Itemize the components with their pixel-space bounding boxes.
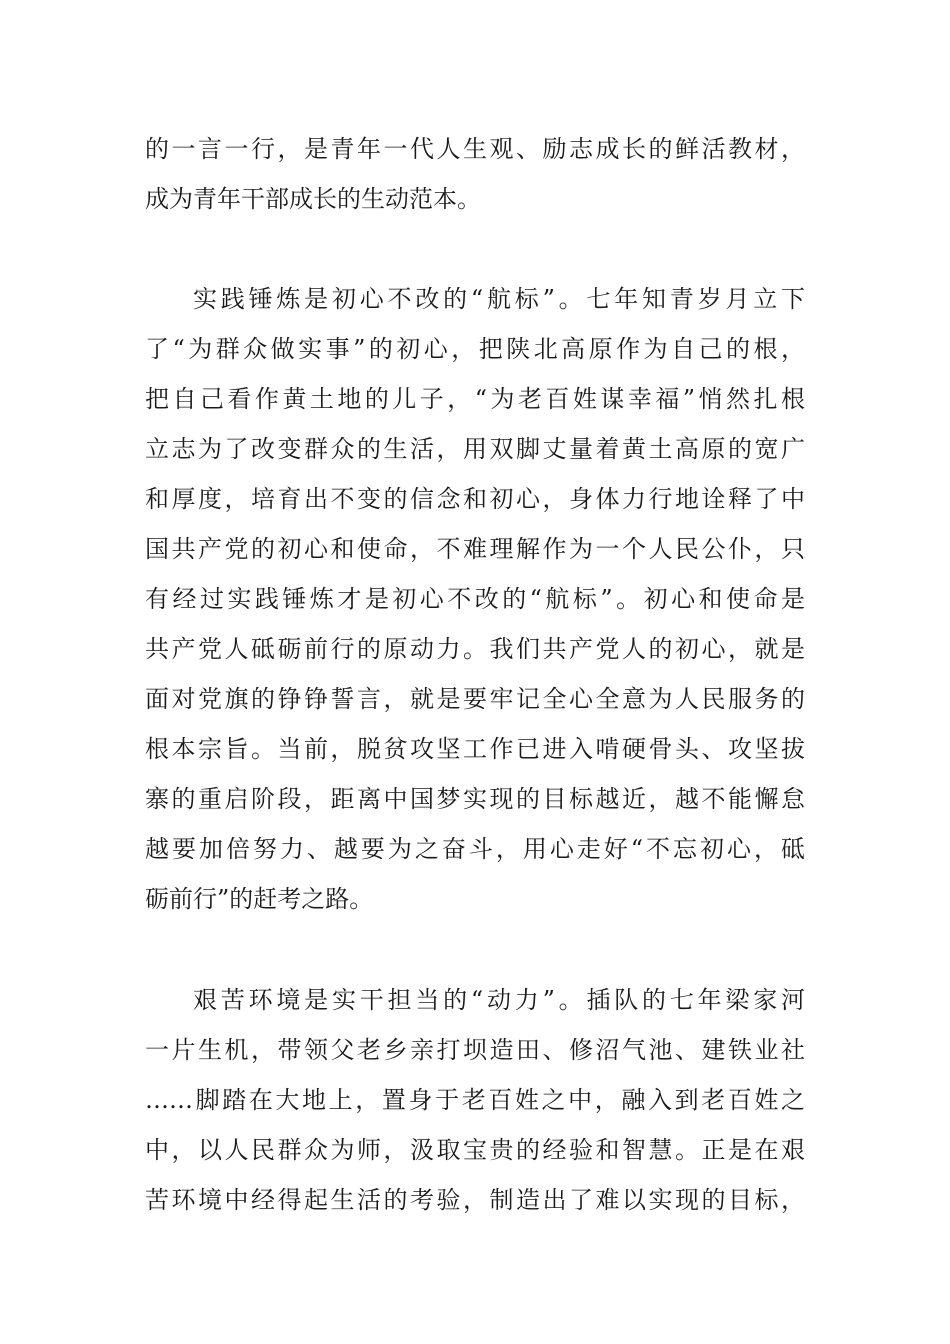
text-line: 的一言一行，是青年一代人生观、励志成长的鲜活教材， [145,135,805,163]
paragraph-continuation [145,124,805,224]
text-line: 成为青年干部成长的生动范本。 [145,185,481,213]
text-line: 立志为了改变群众的生活，用双脚丈量着黄土高原的宽广 [145,435,805,463]
text-line: 国共产党的初心和使命，不难理解作为一个人民公仆，只 [145,535,805,563]
text-line: 实践锤炼是初心不改的“航标”。七年知青岁月立下 [193,285,805,313]
text-line: 根本宗旨。当前，脱贫攻坚工作已进入啃硬骨头、攻坚拔 [145,735,805,763]
text-line: 艰苦环境是实干担当的“动力”。插队的七年梁家河 [193,986,805,1014]
text-line: 寨的重启阶段，距离中国梦实现的目标越近，越不能懈怠 [145,785,805,813]
text-line: ……脚踏在大地上，置身于老百姓之中，融入到老百姓之 [145,1086,805,1114]
text-line: 共产党人砥砺前行的原动力。我们共产党人的初心，就是 [145,635,805,663]
paragraph-hardship [145,975,805,1225]
text-line: 有经过实践锤炼才是初心不改的“航标”。初心和使命是 [145,585,805,613]
text-line: 苦环境中经得起生活的考验，制造出了难以实现的目标， [145,1186,805,1214]
text-line: 面对党旗的铮铮誓言，就是要牢记全心全意为人民服务的 [145,685,805,713]
text-line: 砺前行”的赶考之路。 [145,885,374,913]
text-line: 一片生机，带领父老乡亲打坝造田、修沼气池、建铁业社 [145,1036,805,1064]
paragraph-practice [145,274,805,924]
text-line: 把自己看作黄土地的儿子，“为老百姓谋幸福”悄然扎根 [145,385,805,413]
text-line: 了“为群众做实事”的初心，把陕北高原作为自己的根， [145,335,805,363]
text-line: 越要加倍努力、越要为之奋斗，用心走好“不忘初心，砥 [145,835,805,863]
text-line: 中，以人民群众为师，汲取宝贵的经验和智慧。正是在艰 [145,1136,805,1164]
text-line: 和厚度，培育出不变的信念和初心，身体力行地诠释了中 [145,485,805,513]
